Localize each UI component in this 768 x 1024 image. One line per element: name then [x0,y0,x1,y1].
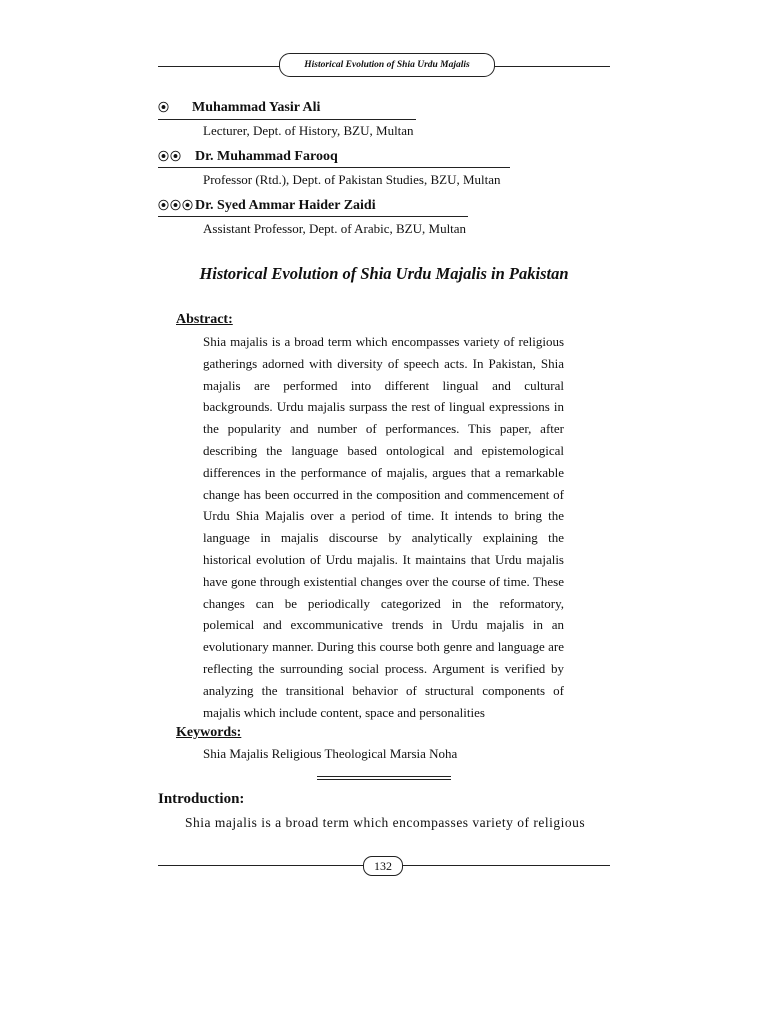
page-number: 132 [363,856,403,876]
author-1-name: Muhammad Yasir Ali [192,100,321,115]
abstract-text: Shia majalis is a broad term which encompasses variety of religious gatherings adorned with diversity of speech acts. In Pakistan, Shia majalis are performed into different lingual and cultural backgrounds. Urdu majalis surpass the rest of lingual expressions in the popularity and number of performances. This paper, after describing the language based ontological and epistemological differences in the performance of majalis, argues that a remarkable change has been occurred in the composition and commencement of Urdu Shia Majalis over a period of time. It intends to bring the language in majalis discourse by analytically explaining the historical evolution of Urdu majalis. It maintains that Urdu majalis have gone through existential changes over the course of time. These changes can be periodically categorized in the reformatory, polemical and excommunicative trends in Urdu majalis in an evolutionary manner. During this course both genre and language are reflecting the surrounding social process. Argument is verified by analyzing the transitional behavior of structural components of majalis which include content, space and personalities [203,334,564,720]
abstract-body [203,331,564,723]
running-header: Historical Evolution of Shia Urdu Majalis [279,53,495,77]
author-1-affiliation: Lecturer, Dept. of History, BZU, Multan [203,123,414,138]
author-1 [158,99,320,116]
author-2 [158,148,338,165]
introduction-heading: Introduction: [158,791,245,807]
author-1-rule [158,119,416,120]
author-2-mark-icon: ⦿⦿ [158,151,182,163]
author-3-name: Dr. Syed Ammar Haider Zaidi [195,198,376,213]
author-2-name: Dr. Muhammad Farooq [195,149,338,164]
separator-rule-bottom [317,779,451,780]
author-2-affiliation: Professor (Rtd.), Dept. of Pakistan Studies, BZU, Multan [203,172,501,187]
keywords-heading: Keywords: [176,725,242,740]
author-3-affiliation: Assistant Professor, Dept. of Arabic, BZU, Multan [203,221,467,236]
author-3 [158,197,376,214]
author-2-rule [158,167,510,168]
paper-title: Historical Evolution of Shia Urdu Majalis in Pakistan [199,264,569,283]
introduction-text: Shia majalis is a broad term which encompasses variety of religious [185,815,586,830]
separator-rule-top [317,776,451,777]
author-3-rule [158,216,468,217]
abstract-heading: Abstract: [176,312,233,327]
keywords-list: Shia Majalis Religious Theological Marsia Noha [203,746,458,761]
author-3-mark-icon: ⦿⦿⦿ [158,200,194,212]
author-1-mark-icon: ⦿ [158,102,170,114]
